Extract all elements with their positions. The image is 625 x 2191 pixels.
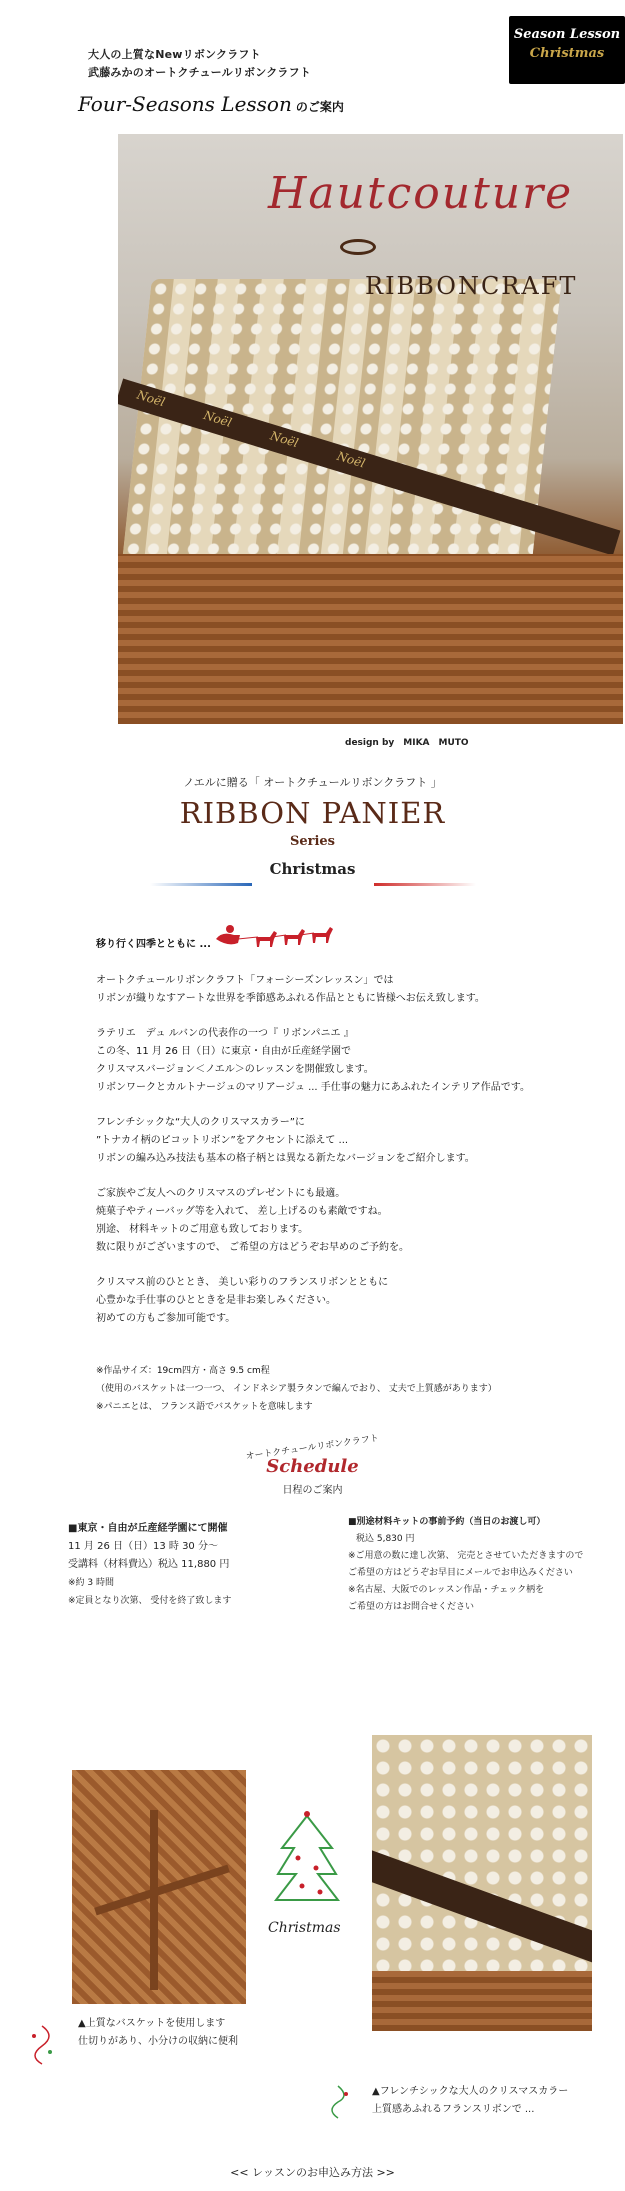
tree-christmas-label: Christmas [268, 1920, 341, 1936]
schedule-venue: ■東京・自由が丘産経学園にて開催 [68, 1523, 228, 1534]
page-title [78, 92, 344, 116]
body-para-6-line-1: クリスマス前のひととき、 美しい彩りのフランスリボンとともに [96, 1277, 389, 1288]
body-para-4-line-2: ”トナカイ柄のピコットリボン”をアクセントに添えて ... [96, 1135, 349, 1146]
ribbon-bow [340, 239, 376, 255]
kit-price: 税込 5,830 円 [356, 1534, 415, 1544]
christmas-heading: Christmas [269, 860, 356, 878]
basket-divider-v [150, 1810, 158, 1990]
swirl-ornament-icon [22, 2022, 62, 2066]
ribboncraft-brand: RIBBONCRAFT [365, 272, 578, 300]
body-para-5-line-2: 焼菓子やティーバッグ等を入れて、 差し上げるのも素敵ですね。 [96, 1206, 388, 1217]
basket-lid [120, 279, 562, 579]
series-label: Series [289, 834, 336, 849]
body-para-5-line-1: ご家族やご友人へのクリスマスのプレゼントにも最適。 [96, 1188, 346, 1199]
kit-note-1: ※ご用意の数に達し次第、 完売とさせていただきますので [348, 1551, 584, 1561]
header-kicker-1: 大人の上質なNewリボンクラフト [88, 48, 261, 61]
reindeer-sleigh-icon [208, 915, 338, 951]
application-method-link[interactable]: << レッスンのお申込み方法 >> [230, 2166, 395, 2179]
schedule-ornament-text: オートクチュールリボンクラフト [245, 1433, 380, 1463]
body-para-4-line-3: リボンの編み込み技法も基本の格子柄とは異なる新たなバージョンをご紹介します。 [96, 1153, 475, 1164]
noel-subtitle: ノエルに贈る「 オートクチュールリボンクラフト 」 [183, 776, 442, 789]
caption-ribbon-line-1: ▲フレンチシックな大人のクリスマスカラー [372, 2086, 569, 2097]
ribbon-detail-photo [372, 1735, 592, 2031]
badge-line-1: Season Lesson [513, 27, 621, 42]
caption-basket-line-1: ▲上質なバスケットを使用します [78, 2018, 226, 2029]
basket-edge [372, 1971, 592, 2031]
schedule-left [68, 1520, 328, 1610]
header-kicker-2: 武藤みかのオートクチュールリボンクラフト [88, 66, 312, 79]
body-para-3-line-1: ラテリエ デュ ルバンの代表作の一つ『 リボンパニエ 』 [96, 1028, 354, 1039]
ribbon-panier-title: RIBBON PANIER [179, 796, 446, 830]
body-lead: 移り行く四季とともに ... [96, 939, 211, 950]
kit-note-2: ご希望の方はどうぞお早目にメールでお申込みください [348, 1568, 573, 1578]
body-para-3-line-3: クリスマスバージョン＜ノエル＞のレッスンを開催致します。 [96, 1064, 374, 1075]
designer-credit: design by MIKA MUTO [345, 738, 469, 748]
ribbon-text: Noël [135, 387, 167, 410]
schedule-capacity-note: ※定員となり次第、 受付を終了致します [68, 1596, 232, 1606]
note-panier: ※パニエとは、 フランス語でバスケットを意味します [96, 1402, 313, 1412]
body-para-2-line-1: オートクチュールリボンクラフト「フォーシーズンレッスン」では [96, 975, 394, 986]
caption-basket [78, 2015, 238, 2051]
schedule-date: 11 月 26 日（日）13 時 30 分～ [68, 1541, 218, 1552]
caption-basket-line-2: 仕切りがあり、小分けの収納に便利 [78, 2036, 238, 2047]
divider-red [374, 883, 476, 886]
body-para-2-line-2: リボンが織りなすアートな世界を季節感あふれる作品とともに皆様へお伝え致します。 [96, 993, 485, 1004]
body-para-6-line-2: 心豊かな手仕事のひとときを是非お楽しみください。 [96, 1295, 336, 1306]
kit-note-4: ご希望の方はお問合せください [348, 1602, 475, 1612]
body-para-3-line-2: この冬、11 月 26 日（日）に東京・自由が丘産経学園で [96, 1046, 351, 1057]
ribbon-band [372, 1848, 592, 1972]
caption-ribbon-line-2: 上質感あふれるフランスリボンで ... [372, 2104, 535, 2115]
body-para-3-line-4: リボンワークとカルトナージュのマリアージュ ... 手仕事の魅力にあふれたインテリア作品です。 [96, 1082, 530, 1093]
schedule-title: Schedule [266, 1456, 359, 1477]
note-basket: （使用のバスケットは一つ一つ、 インドネシア製ラタンで編んでおり、 丈夫で上質感があります） [96, 1384, 497, 1394]
body-para-4-line-1: フレンチシックな“大人のクリスマスカラー”に [96, 1117, 305, 1128]
schedule-subtitle: 日程のご案内 [282, 1485, 343, 1496]
wicker-basket [118, 554, 623, 724]
ribbon-text: Noël [268, 428, 301, 451]
divider-blue [150, 883, 252, 886]
body-para-5-line-3: 別途、 材料キットのご用意も致しております。 [96, 1224, 309, 1235]
kit-reservation: ■別途材料キットの事前予約（当日のお渡し可） [348, 1517, 546, 1527]
christmas-tree-icon [272, 1808, 342, 1908]
season-lesson-badge [509, 16, 625, 84]
schedule-right [348, 1514, 608, 1616]
page-title-text: Four-Seasons Lesson [78, 92, 292, 116]
note-size: ※作品サイズ：19cm四方・高さ 9.5 cm程 [96, 1366, 270, 1376]
basket-interior-photo [72, 1770, 246, 2004]
caption-ribbon [372, 2083, 568, 2119]
body-para-6-line-3: 初めての方もご参加可能です。 [96, 1313, 236, 1324]
hero-photo [118, 134, 623, 724]
ribbon-text: Noël [335, 448, 367, 471]
ribbon-text: Noël [201, 408, 234, 430]
badge-line-2: Christmas [529, 46, 605, 61]
page-title-suffix: のご案内 [295, 100, 344, 114]
body-para-5-line-4: 数に限りがございますので、 ご希望の方はどうぞお早めのご予約を。 [96, 1242, 409, 1253]
kit-note-3: ※名古屋、大阪でのレッスン作品・チェック柄を [348, 1585, 545, 1595]
hautcouture-script-title: Hautcouture [268, 168, 574, 219]
schedule-fee: 受講料（材料費込）税込 11,880 円 [68, 1559, 230, 1570]
swirl-ornament-icon [318, 2082, 358, 2122]
basket-divider-h [94, 1865, 230, 1916]
schedule-duration: ※約 3 時間 [68, 1578, 114, 1588]
